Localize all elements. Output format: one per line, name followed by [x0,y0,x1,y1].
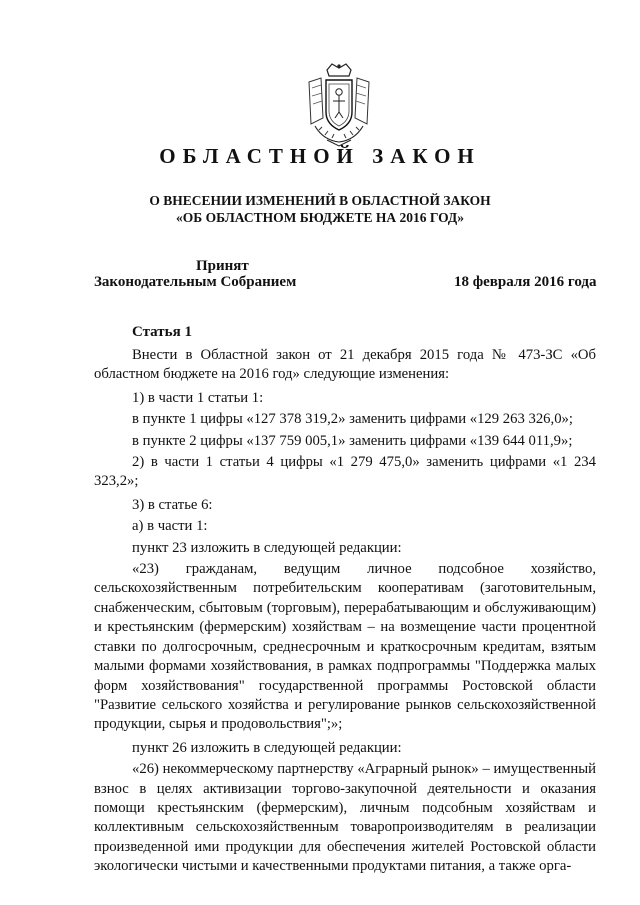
paragraph: Внести в Областной закон от 21 декабря 2015 года № 473-ЗС «Об областном бюджете на 2016 год» следующие изменения: [94,347,596,383]
article-body [94,346,596,881]
law-title-line-1: О ВНЕСЕНИИ ИЗМЕНЕНИЙ В ОБЛАСТНОЙ ЗАКОН [149,193,491,208]
article-heading: Статья 1 [132,324,192,340]
paragraph: «26) некоммерческому партнерству «Аграрный рынок» – имущественный взнос в целях активизации торгово-закупочной деятельности и оказания помощи крестьянским (фермерским), личным подсобным хозяйствам и коллективным сельскохозяйственным товаропроизводителям в реализации произведенной ими продукции для обеспечения жителей Ростовской области экологически чистыми и качественными продуктами питания, а также орга- [94,761,596,875]
adoption-label: Принят [196,258,249,274]
paragraph: пункт 26 изложить в следующей редакции: [132,739,402,756]
document-type-heading: ОБЛАСТНОЙ ЗАКОН [159,144,481,168]
paragraph: «23) гражданам, ведущим личное подсобное хозяйство, сельскохозяйственным потребительским кооперативам (заготовительным, снабженческим, сбытовым (торговым), перерабатывающим и обслуживающим) и крестьянским (фермерским) хозяйствам – на возмещение части процентной ставки по долгосрочным, среднесрочным и краткосрочным кредитам, взятым малыми формами хозяйствования, в рамках подпрограммы "Поддержка малых форм хозяйствования" государственной программы Ростовской области "Развитие сельского хозяйства и регулирование рынков сельскохозяйственной продукции, сырья и продовольствия";»; [94,561,596,733]
paragraph: 1) в части 1 статьи 1: [132,389,264,406]
adopting-body: Законодательным Собранием [94,274,297,290]
paragraph: в пункте 1 цифры «127 378 319,2» заменить цифрами «129 263 326,0»; [132,411,573,428]
paragraph: в пункте 2 цифры «137 759 005,1» заменить цифрами «139 644 011,9»; [132,432,573,449]
adoption-date: 18 февраля 2016 года [454,274,597,290]
paragraph: а) в части 1: [132,518,208,535]
coat-of-arms-emblem [299,60,379,150]
law-title-line-2: «ОБ ОБЛАСТНОМ БЮДЖЕТЕ НА 2016 ГОД» [176,210,464,225]
paragraph: 2) в части 1 статьи 4 цифры «1 279 475,0» заменить цифрами «1 234 323,2»; [94,454,596,490]
paragraph: 3) в статье 6: [132,496,213,513]
paragraph: пункт 23 изложить в следующей редакции: [132,539,402,556]
